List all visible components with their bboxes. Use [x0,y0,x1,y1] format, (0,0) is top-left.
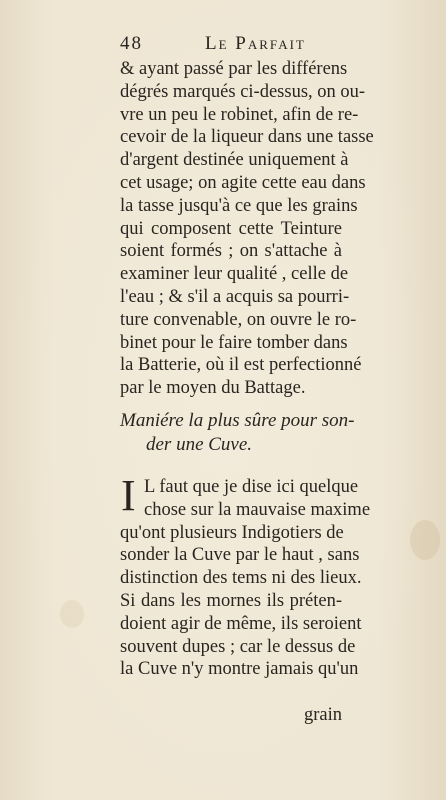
text-line: souvent dupes ; car le dessus de [120,636,356,657]
text-line: qui composent cette Teinture [120,218,342,239]
text-line: d'argent destinée uniquement à [120,150,349,171]
text-line: soient formés ; on s'attache à [120,241,342,262]
text-line: L faut que je dise ici quelque [144,477,359,497]
catchword: grain [303,705,342,725]
paragraph-1 [120,58,374,400]
text-line: cet usage; on agite cette eau dans [120,172,366,193]
running-header [120,33,360,57]
section-heading [120,409,355,457]
text-line: vre un peu le robinet, afin de re- [120,104,359,125]
text-line: binet pour le faire tomber dans [120,332,348,353]
paper-stain [410,520,440,560]
text-line: Si dans les mornes ils préten- [120,590,342,611]
text-line: qu'ont plusieurs Indigotiers de [120,522,344,543]
text-line: & ayant passé par les différens [120,59,348,79]
text-line: ture convenable, on ouvre le ro- [120,309,357,330]
running-title: Le Parfait [205,33,306,54]
text-line: examiner leur qualité , celle de [120,264,349,285]
drop-cap: I [121,471,136,520]
text-line: sonder la Cuve par le haut , sans [120,545,360,566]
text-line-last: par le moyen du Battage. [120,378,306,399]
section-heading-line: Maniére la plus sûre pour son- [120,410,355,431]
text-line: doient agir de même, ils seroient [120,613,362,634]
text-line: la Cuve n'y montre jamais qu'un [120,659,359,680]
page-number: 48 [120,33,143,54]
text-line: la Batterie, où il est perfectionné [120,355,362,376]
text-line: chose sur la mauvaise maxime [144,499,371,520]
paragraph-2 [120,476,371,681]
section-heading-line: der une Cuve. [146,434,253,455]
text-line: cevoir de la liqueur dans une tasse [120,127,374,148]
text-line: l'eau ; & s'il a acquis sa pourri- [120,286,350,307]
text-line: la tasse jusqu'à ce que les grains [120,195,358,216]
text-line: dégrés marqués ci-dessus, on ou- [120,81,366,102]
text-line: distinction des tems ni des lieux. [120,568,362,589]
paper-stain [60,600,84,628]
